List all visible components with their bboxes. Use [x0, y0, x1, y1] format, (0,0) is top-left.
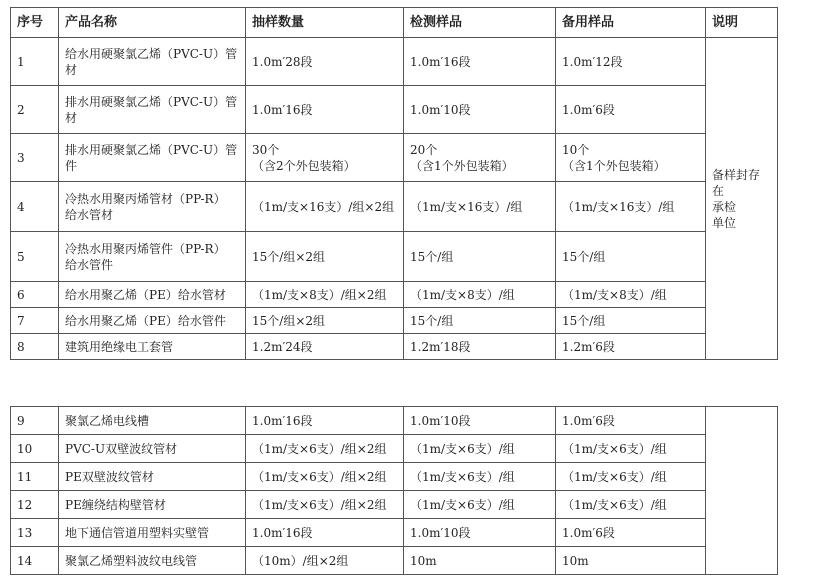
- cell-seq: 14: [11, 547, 59, 575]
- cell-product-name: 建筑用绝缘电工套管: [59, 334, 246, 360]
- cell-test-sample: （1m/支×6支）/组: [404, 435, 556, 463]
- cell-sample-quantity: （1m/支×16支）/组×2组: [246, 182, 404, 232]
- table-row: [11, 134, 778, 182]
- cell-seq: 10: [11, 435, 59, 463]
- cell-test-sample: （1m/支×6支）/组: [404, 463, 556, 491]
- cell-seq: 12: [11, 491, 59, 519]
- cell-seq: 8: [11, 334, 59, 360]
- cell-product-name: 排水用硬聚氯乙烯（PVC-U）管件: [59, 134, 246, 182]
- cell-sample-quantity: （1m/支×6支）/组×2组: [246, 435, 404, 463]
- cell-sample-quantity: 1.0m′28段: [246, 38, 404, 86]
- cell-sample-quantity: 30个 （含2个外包装箱）: [246, 134, 404, 182]
- cell-sample-quantity: 15个/组×2组: [246, 308, 404, 334]
- cell-test-sample: 10m: [404, 547, 556, 575]
- cell-test-sample: （1m/支×16支）/组: [404, 182, 556, 232]
- cell-spare-sample: 10m: [556, 547, 706, 575]
- header-spare-sample: 备用样品: [556, 8, 706, 38]
- cell-sample-quantity: 1.0m′16段: [246, 407, 404, 435]
- cell-test-sample: 1.0m′16段: [404, 38, 556, 86]
- cell-product-name: 排水用硬聚氯乙烯（PVC-U）管材: [59, 86, 246, 134]
- cell-test-sample: 15个/组: [404, 308, 556, 334]
- cell-spare-sample: 1.2m′6段: [556, 334, 706, 360]
- cell-seq: 6: [11, 282, 59, 308]
- cell-spare-sample: 15个/组: [556, 308, 706, 334]
- cell-product-name: 聚氯乙烯塑料波纹电线管: [59, 547, 246, 575]
- note-line: 备样封存在: [712, 167, 761, 198]
- header-product-name: 产品名称: [59, 8, 246, 38]
- cell-spare-sample: 1.0m′12段: [556, 38, 706, 86]
- table-row: [11, 182, 778, 232]
- header-seq: 序号: [11, 8, 59, 38]
- cell-product-name: PVC-U双壁波纹管材: [59, 435, 246, 463]
- cell-sample-quantity: （1m/支×6支）/组×2组: [246, 463, 404, 491]
- cell-spare-sample: （1m/支×8支）/组: [556, 282, 706, 308]
- cell-test-sample: 20个 （含1个外包装箱）: [404, 134, 556, 182]
- table-row: [11, 308, 778, 334]
- sampling-table-part2: [10, 406, 778, 575]
- cell-seq: 13: [11, 519, 59, 547]
- cell-product-name: 聚氯乙烯电线槽: [59, 407, 246, 435]
- cell-sample-quantity: 1.0m′16段: [246, 519, 404, 547]
- table-row: [11, 547, 778, 575]
- cell-spare-sample: （1m/支×6支）/组: [556, 491, 706, 519]
- cell-product-name: 冷热水用聚丙烯管件（PP-R） 给水管件: [59, 232, 246, 282]
- note-line: 承检: [712, 199, 737, 214]
- cell-spare-sample: （1m/支×6支）/组: [556, 463, 706, 491]
- cell-seq: 9: [11, 407, 59, 435]
- cell-spare-sample: 15个/组: [556, 232, 706, 282]
- cell-note-empty: [706, 407, 778, 575]
- cell-sample-quantity: （1m/支×6支）/组×2组: [246, 491, 404, 519]
- cell-test-sample: 1.0m′10段: [404, 86, 556, 134]
- cell-test-sample: （1m/支×8支）/组: [404, 282, 556, 308]
- cell-test-sample: 1.0m′10段: [404, 519, 556, 547]
- cell-product-name: 给水用聚乙烯（PE）给水管材: [59, 282, 246, 308]
- table-row: [11, 435, 778, 463]
- table-row: [11, 491, 778, 519]
- cell-spare-sample: 1.0m′6段: [556, 519, 706, 547]
- sampling-table-part1: [10, 7, 778, 360]
- cell-seq: 2: [11, 86, 59, 134]
- note-line: 单位: [712, 215, 737, 230]
- cell-spare-sample: （1m/支×16支）/组: [556, 182, 706, 232]
- cell-sample-quantity: 15个/组×2组: [246, 232, 404, 282]
- cell-seq: 3: [11, 134, 59, 182]
- table-row: [11, 334, 778, 360]
- cell-spare-sample: （1m/支×6支）/组: [556, 435, 706, 463]
- table-row: [11, 232, 778, 282]
- cell-product-name: 给水用硬聚氯乙烯（PVC-U）管材: [59, 38, 246, 86]
- table-header-row: [11, 8, 778, 38]
- cell-seq: 11: [11, 463, 59, 491]
- cell-seq: 5: [11, 232, 59, 282]
- cell-spare-sample: 1.0m′6段: [556, 407, 706, 435]
- cell-note: [706, 38, 778, 360]
- cell-spare-sample: 1.0m′6段: [556, 86, 706, 134]
- table-row: [11, 407, 778, 435]
- cell-test-sample: 1.0m′10段: [404, 407, 556, 435]
- cell-product-name: PE双壁波纹管材: [59, 463, 246, 491]
- cell-sample-quantity: 1.0m′16段: [246, 86, 404, 134]
- cell-seq: 7: [11, 308, 59, 334]
- table-row: [11, 38, 778, 86]
- table-row: [11, 282, 778, 308]
- cell-sample-quantity: （10m）/组×2组: [246, 547, 404, 575]
- cell-sample-quantity: （1m/支×8支）/组×2组: [246, 282, 404, 308]
- cell-product-name: 给水用聚乙烯（PE）给水管件: [59, 308, 246, 334]
- table-row: [11, 86, 778, 134]
- cell-test-sample: 1.2m′18段: [404, 334, 556, 360]
- header-sample-quantity: 抽样数量: [246, 8, 404, 38]
- table-row: [11, 519, 778, 547]
- cell-test-sample: （1m/支×6支）/组: [404, 491, 556, 519]
- header-note: 说明: [706, 8, 778, 38]
- cell-seq: 1: [11, 38, 59, 86]
- cell-seq: 4: [11, 182, 59, 232]
- cell-product-name: PE缠绕结构壁管材: [59, 491, 246, 519]
- cell-test-sample: 15个/组: [404, 232, 556, 282]
- header-test-sample: 检测样品: [404, 8, 556, 38]
- cell-sample-quantity: 1.2m′24段: [246, 334, 404, 360]
- cell-product-name: 地下通信管道用塑料实壁管: [59, 519, 246, 547]
- cell-spare-sample: 10个 （含1个外包装箱）: [556, 134, 706, 182]
- table-row: [11, 463, 778, 491]
- cell-product-name: 冷热水用聚丙烯管材（PP-R） 给水管材: [59, 182, 246, 232]
